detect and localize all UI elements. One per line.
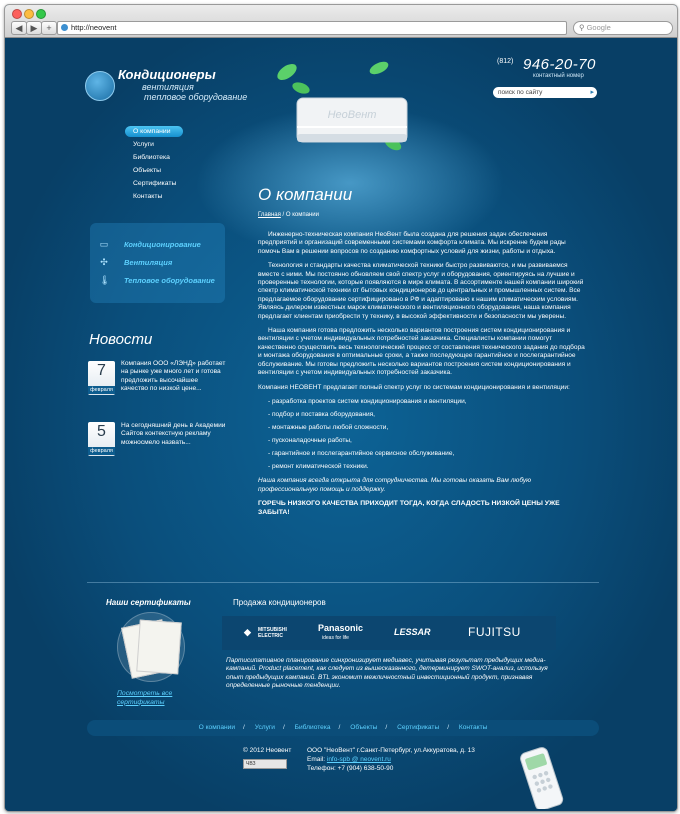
footer-link-certificates[interactable]: Сертификаты <box>397 724 440 731</box>
minimize-window-button[interactable] <box>24 9 34 19</box>
list-item: - пусконаладочные работы, <box>268 436 352 444</box>
lessar-brand[interactable]: LESSAR <box>394 627 431 637</box>
leaf-icon <box>291 80 311 96</box>
browser-search-placeholder: Google <box>586 23 611 32</box>
brand-subtitle-ventilation: вентиляция <box>142 82 194 92</box>
phone-code: (812) <box>497 58 514 65</box>
brand-subtitle-heating: тепловое оборудование <box>144 92 248 102</box>
all-certificates-link[interactable]: Посмотреть все сертификаты <box>117 690 173 706</box>
site-search-input[interactable] <box>493 87 597 98</box>
company-phone: Телефон: +7 (904) 638-50-90 <box>307 765 394 772</box>
search-submit-icon[interactable]: ▸ <box>590 89 594 96</box>
url-text: http://neovent <box>71 23 117 32</box>
footer-nav-separator: / <box>282 724 285 731</box>
news-month: февраля <box>88 386 115 394</box>
news-month: февраля <box>88 447 115 455</box>
menu-item-certificates[interactable]: Сертификаты <box>133 180 177 187</box>
remote-control-illustration <box>513 745 569 809</box>
section-divider <box>87 582 599 583</box>
close-window-button[interactable] <box>12 9 22 19</box>
globe-icon <box>61 24 68 31</box>
breadcrumb-home-link[interactable]: Главная <box>258 212 281 218</box>
news-date <box>88 361 115 395</box>
category-heating[interactable]: Тепловое оборудование <box>124 276 215 285</box>
menu-item-contacts[interactable]: Контакты <box>133 193 163 200</box>
panasonic-brand[interactable]: Panasonic <box>318 623 364 633</box>
news-day: 5 <box>97 423 106 440</box>
footer-link-library[interactable]: Библиотека <box>294 724 331 731</box>
footer-nav-separator: / <box>385 724 388 731</box>
browser-toolbar <box>5 5 677 38</box>
footer-nav-separator: / <box>338 724 341 731</box>
breadcrumb-current: О компании <box>285 212 319 218</box>
breadcrumb-separator: / <box>280 212 286 218</box>
air-conditioner-illustration <box>267 54 427 174</box>
footer-link-objects[interactable]: Объекты <box>350 724 378 731</box>
mitsubishi-logo-icon: ◆ <box>244 627 251 637</box>
article-paragraph: Технология и стандарты качества климатической техники быстро развиваются, и мы развиваемся вместе с ними. Мы постоянно обновляем свой спектр услуг и оборудования, ориентируясь на лучшие и проверенные технологии, которые появляются в мире климата. В ассортименте нашей компании широкий спектр климатической техники от бытовых кондиционеров до центральных и промышленных систем. Все предлагаемое оборудование сертифицировано в РФ и адаптировано к нашим климатическим условиям. Являясь дилером известных марок климатического и вентиляционного оборудования, наша компания предлагает клиентам приобрести ту технику, в высокой эффективности и безопасности мы уверены. <box>258 262 584 320</box>
brand-logos-strip <box>222 616 556 650</box>
leaf-icon <box>368 59 390 77</box>
copyright: © 2012 Неовент <box>243 747 292 754</box>
browser-search-field[interactable] <box>573 21 673 35</box>
brand-title: Кондиционеры <box>118 67 216 82</box>
article-paragraph: Наша компания готова предложить несколько вариантов построения систем кондиционирования и вентиляции с учетом индивидуальных потребностей заказчика. Специалисты компании помогут качественно осуществить весь технологический процесс от составления технического задания до подбора и монтажа оборудования в оптимальные сроки, а также последующее гарантийное и послегарантийное обслуживание. Мы готовы предложить несколько вариантов построения систем кондиционирования и вентиляции с учетом индивидуальных потребностей заказчика. <box>258 327 585 377</box>
leaf-icon <box>275 61 300 83</box>
footer-nav-separator: / <box>447 724 450 731</box>
fujitsu-brand[interactable]: FUJITSU <box>468 625 521 639</box>
browser-window <box>4 4 678 812</box>
news-date <box>88 422 115 456</box>
menu-item-library[interactable]: Библиотека <box>133 154 170 161</box>
certificate-document-icon <box>136 620 182 675</box>
closing-note: Наша компания всегда открыта для сотрудничества. Мы готовы оказать Вам любую профессиональную помощь и поддержку. <box>258 477 532 493</box>
logo-icon[interactable] <box>85 71 115 101</box>
list-item: - монтажные работы любой сложности, <box>268 423 389 431</box>
address-bar[interactable] <box>57 21 567 35</box>
news-day: 7 <box>97 362 106 379</box>
panasonic-tagline: ideas for life <box>322 635 349 641</box>
certificates-heading: Наши сертификаты <box>106 598 191 607</box>
company-address: ООО "НеоВент" г.Санкт-Петербург, ул.Аккуратова, д. 13 <box>307 747 475 754</box>
certificates-thumbnail[interactable] <box>117 612 185 682</box>
back-button[interactable]: ◀ <box>11 21 27 35</box>
site-search-placeholder: поиск по сайту <box>498 89 543 96</box>
sales-heading: Продажа кондиционеров <box>233 598 326 607</box>
breadcrumb <box>258 212 319 218</box>
article-body <box>258 231 588 523</box>
page-title: О компании <box>258 185 353 204</box>
phone-label: контактный номер <box>533 73 584 79</box>
search-icon: ⚲ <box>579 23 585 32</box>
footer-nav-separator: / <box>243 724 245 731</box>
list-item: - подбор и поставка оборудования, <box>268 410 375 418</box>
zoom-window-button[interactable] <box>36 9 46 19</box>
slogan: ГОРЕЧЬ НИЗКОГО КАЧЕСТВА ПРИХОДИТ ТОГДА, КОГДА СЛАДОСТЬ НИЗКОЙ ЦЕНЫ УЖЕ ЗАБЫТА! <box>258 500 560 516</box>
web-page <box>5 38 677 811</box>
category-conditioning[interactable]: Кондиционирование <box>124 240 201 249</box>
category-ventilation[interactable]: Вентиляция <box>124 258 173 267</box>
footer-link-contacts[interactable]: Контакты <box>458 724 488 731</box>
ac-logo-text: НеоВент <box>327 109 377 121</box>
footer-nav <box>87 720 599 736</box>
list-item: - разработка проектов систем кондиционирования и вентиляции, <box>268 397 467 405</box>
mitsubishi-brand[interactable]: MITSUBISHI ELECTRIC <box>258 627 287 639</box>
company-email-line <box>307 756 527 765</box>
news-item-text[interactable]: Компания ООО «ЛЭНД» работает на рынке уже много лет и готова предложить высочайшее качество по низкой цене... <box>121 360 226 393</box>
footer-link-about[interactable]: О компании <box>198 724 236 731</box>
email-label: Email: <box>307 756 326 763</box>
sales-description: Партисипативное планирование синхронизирует медиавес, учитывая результат предыдущих медиа-кампаний. Product placement, как следует из вышесказанного, детерминирует SWOT-анализ, используя опыт предыдущих кампаний. BTL экономит межличностный инвестиционный продукт, признавая определенные рыночные тенденции. <box>226 657 548 690</box>
news-item-text[interactable]: На сегодняшний день в Академии Сайтов контекстную рекламу можносмело назвать... <box>121 422 226 446</box>
forward-button[interactable]: ▶ <box>26 21 42 35</box>
email-link[interactable]: info-spb @ neovent.ru <box>326 756 391 763</box>
menu-item-about[interactable]: О компании <box>125 126 183 137</box>
list-item: - ремонт климатической техники. <box>268 462 369 470</box>
article-paragraph: Инженерно-техническая компания НеоВент была создана для решения задач обеспечения предприятий и организаций современными системами комфорта климата. Мы искренне будем рады помочь Вам в решении вопросов по созданию комфортных условий для жизни, работы и отдыха. <box>258 231 566 255</box>
news-heading: Новости <box>89 331 153 348</box>
add-tab-button[interactable]: + <box>41 21 57 35</box>
menu-item-objects[interactable]: Объекты <box>133 167 162 174</box>
thermometer-icon: 🌡 <box>99 275 111 285</box>
fan-icon: ✣ <box>100 257 108 267</box>
article-paragraph: Компания НЕОВЕНТ предлагает полный спектр услуг по системам кондиционирования и вентиляции: <box>258 383 570 391</box>
list-item: - гарантийное и послегарантийное сервисное обслуживание, <box>268 449 455 457</box>
menu-item-services[interactable]: Услуги <box>133 141 154 148</box>
services-list <box>258 398 588 471</box>
phone-number: 946-20-70 <box>523 56 596 73</box>
visitor-counter[interactable]: ЧВЗ <box>243 759 287 769</box>
footer-link-services[interactable]: Услуги <box>254 724 275 731</box>
air-conditioner-icon: ▭ <box>99 239 109 249</box>
